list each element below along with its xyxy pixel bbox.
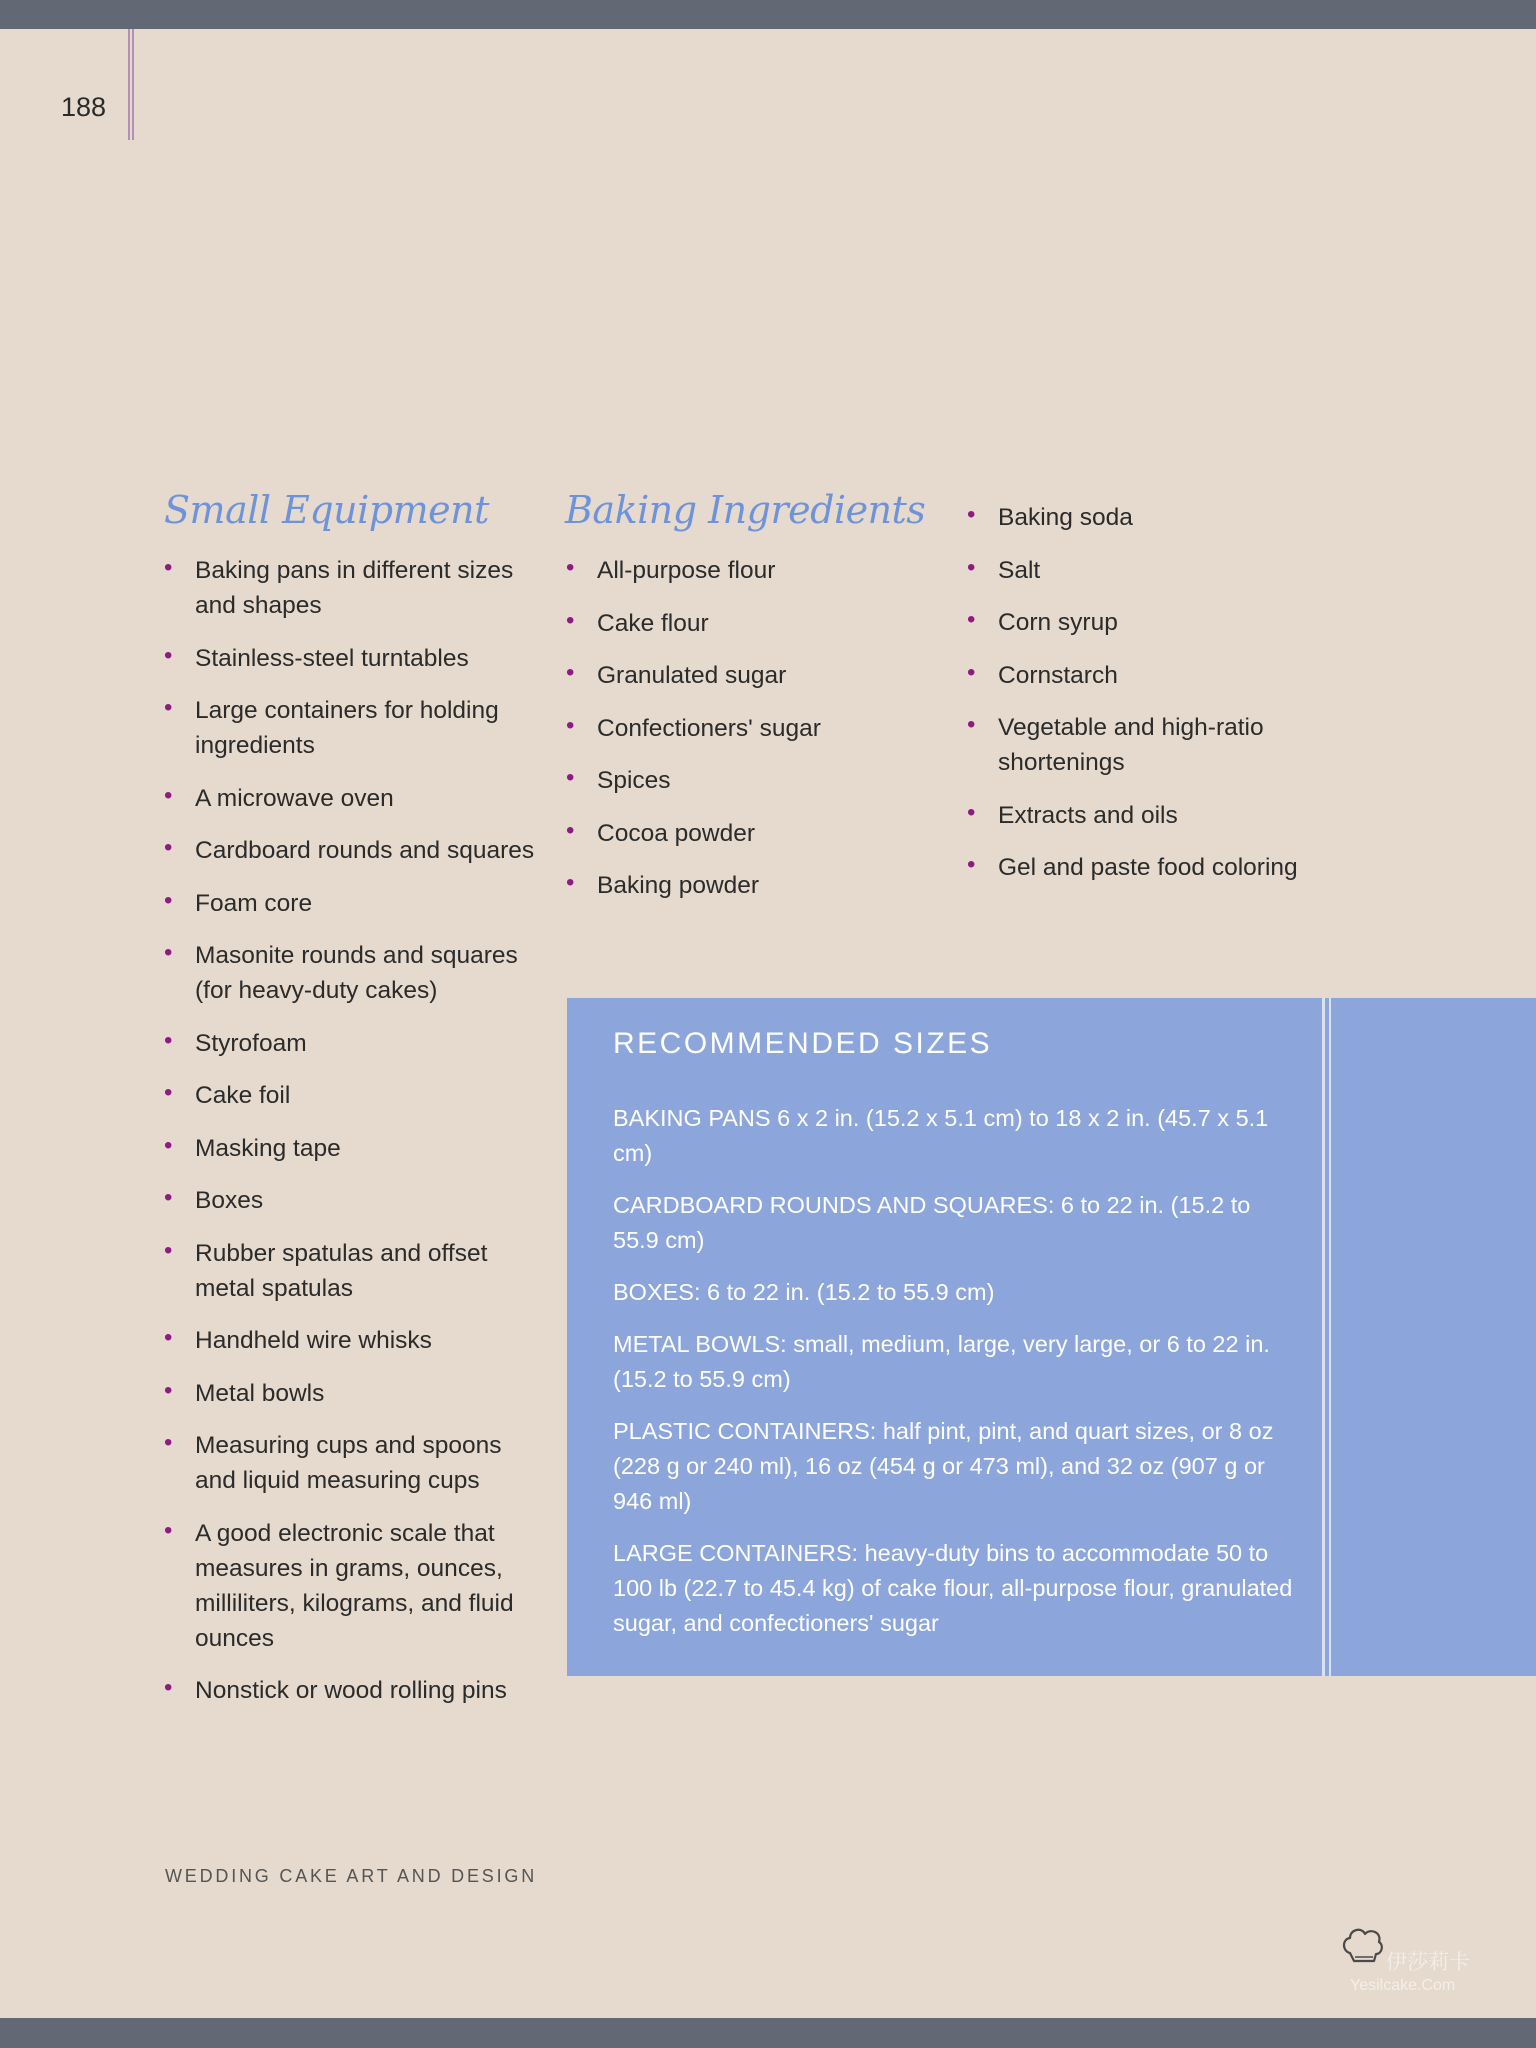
list-item-text: Masking tape bbox=[195, 1134, 341, 1162]
list-item-text: A good electronic scale that measures in grams, ounces, milliliters, kilograms, and fluid ounces bbox=[195, 1519, 514, 1652]
bullet-dot-icon: • bbox=[967, 658, 976, 686]
list-item-text: Nonstick or wood rolling pins bbox=[195, 1677, 507, 1704]
list-item-text: Baking soda bbox=[998, 504, 1133, 531]
bullet-dot-icon: • bbox=[164, 694, 173, 721]
small-equipment-list bbox=[164, 553, 544, 1726]
small-equipment-heading: Small Equipment bbox=[164, 488, 489, 532]
list-item bbox=[967, 850, 1347, 885]
list-item-text: Extracts and oils bbox=[998, 801, 1178, 829]
list-item-text: Masonite rounds and squares (for heavy-duty cakes) bbox=[195, 942, 518, 1004]
list-item bbox=[566, 606, 946, 641]
list-item-text: Baking pans in different sizes and shapes bbox=[195, 557, 514, 619]
list-item-text: Rubber spatulas and offset metal spatulas bbox=[195, 1239, 488, 1302]
list-item bbox=[566, 816, 946, 851]
list-item bbox=[164, 781, 544, 816]
list-item bbox=[164, 1078, 544, 1113]
bullet-dot-icon: • bbox=[967, 711, 976, 738]
recommended-sizes-title: RECOMMENDED SIZES bbox=[613, 1027, 993, 1060]
bullet-dot-icon: • bbox=[967, 501, 976, 528]
list-item bbox=[164, 553, 544, 623]
bullet-dot-icon: • bbox=[566, 554, 575, 581]
list-item bbox=[164, 1323, 544, 1358]
size-entry: CARDBOARD ROUNDS AND SQUARES: 6 to 22 in. (15.2 to 55.9 cm) bbox=[613, 1192, 1251, 1253]
bullet-dot-icon: • bbox=[566, 711, 575, 739]
running-footer: WEDDING CAKE ART AND DESIGN bbox=[165, 1866, 537, 1886]
list-item-text: Cardboard rounds and squares bbox=[195, 837, 535, 864]
list-item bbox=[164, 1026, 544, 1061]
list-item-text: Metal bowls bbox=[195, 1379, 325, 1407]
watermark-en: Yesilcake.Com bbox=[1350, 1977, 1456, 1994]
list-item-text: Confectioners' sugar bbox=[597, 714, 821, 742]
list-item bbox=[164, 1428, 544, 1498]
bullet-dot-icon: • bbox=[164, 834, 173, 861]
list-item bbox=[164, 938, 544, 1008]
baking-ingredients-heading: Baking Ingredients bbox=[565, 488, 926, 532]
list-item-text: All-purpose flour bbox=[597, 557, 776, 584]
bullet-dot-icon: • bbox=[164, 1516, 173, 1544]
list-item bbox=[566, 868, 946, 903]
list-item-text: Cake flour bbox=[597, 609, 709, 637]
list-item-text: Gel and paste food coloring bbox=[998, 854, 1298, 881]
list-item-text: Cornstarch bbox=[998, 661, 1118, 689]
bullet-dot-icon: • bbox=[164, 1131, 173, 1159]
list-item bbox=[164, 886, 544, 921]
list-item bbox=[967, 658, 1347, 693]
list-item bbox=[967, 798, 1347, 833]
page-number-rule bbox=[128, 29, 134, 140]
recommended-sizes-entries bbox=[613, 1101, 1293, 1658]
watermark-cn: 伊莎莉卡 bbox=[1386, 1950, 1470, 1974]
top-border bbox=[0, 0, 1536, 29]
list-item bbox=[164, 693, 544, 763]
bullet-dot-icon: • bbox=[164, 886, 173, 914]
list-item-text: Baking powder bbox=[597, 872, 760, 899]
list-item bbox=[164, 1236, 544, 1306]
bullet-dot-icon: • bbox=[164, 554, 173, 581]
list-item bbox=[164, 1673, 544, 1708]
list-item bbox=[164, 641, 544, 676]
list-item bbox=[164, 1516, 544, 1656]
bullet-dot-icon: • bbox=[164, 1429, 173, 1456]
box-right-panel bbox=[1331, 998, 1536, 1676]
bullet-dot-icon: • bbox=[164, 781, 173, 809]
size-entry: BOXES: 6 to 22 in. (15.2 to 55.9 cm) bbox=[613, 1279, 995, 1305]
bullet-dot-icon: • bbox=[164, 1184, 173, 1211]
list-item-text: Foam core bbox=[195, 889, 313, 917]
bullet-dot-icon: • bbox=[164, 1079, 173, 1106]
bullet-dot-icon: • bbox=[164, 641, 173, 669]
list-item bbox=[967, 553, 1347, 588]
list-item-text: A microwave oven bbox=[195, 784, 394, 812]
size-entry: LARGE CONTAINERS: heavy-duty bins to accommodate 50 to 100 lb (22.7 to 45.4 kg) of cake flour, all-purpose flour, granulated sugar, and confectioners' sugar bbox=[613, 1540, 1293, 1636]
size-entry: METAL BOWLS: small, medium, large, very large, or 6 to 22 in. (15.2 to 55.9 cm) bbox=[613, 1331, 1270, 1392]
bullet-dot-icon: • bbox=[566, 869, 575, 896]
bullet-dot-icon: • bbox=[164, 1026, 173, 1054]
list-item-text: Cocoa powder bbox=[597, 819, 755, 847]
chef-hat-icon bbox=[1340, 1923, 1386, 1974]
bullet-dot-icon: • bbox=[967, 798, 976, 826]
bullet-dot-icon: • bbox=[164, 1324, 173, 1351]
bullet-dot-icon: • bbox=[566, 606, 575, 634]
list-item-text: Corn syrup bbox=[998, 609, 1118, 636]
list-item-text: Granulated sugar bbox=[597, 662, 787, 689]
bullet-dot-icon: • bbox=[967, 851, 976, 878]
list-item bbox=[566, 711, 946, 746]
baking-ingredients-list bbox=[566, 553, 946, 921]
list-item bbox=[566, 763, 946, 798]
list-item bbox=[566, 553, 946, 588]
bullet-dot-icon: • bbox=[967, 553, 976, 581]
list-item-text: Handheld wire whisks bbox=[195, 1327, 432, 1354]
list-item-text: Spices bbox=[597, 767, 671, 794]
bullet-dot-icon: • bbox=[164, 1236, 173, 1264]
list-item-text: Vegetable and high-ratio shortenings bbox=[998, 714, 1264, 776]
list-item bbox=[164, 1376, 544, 1411]
page-number: 188 bbox=[61, 92, 107, 122]
list-item-text: Styrofoam bbox=[195, 1029, 307, 1057]
bullet-dot-icon: • bbox=[164, 1376, 173, 1404]
bullet-dot-icon: • bbox=[566, 816, 575, 844]
list-item-text: Stainless-steel turntables bbox=[195, 644, 469, 672]
bottom-border bbox=[0, 2018, 1536, 2048]
list-item-text: Salt bbox=[998, 556, 1041, 584]
list-item-text: Measuring cups and spoons and liquid measuring cups bbox=[195, 1432, 502, 1494]
list-item-text: Large containers for holding ingredients bbox=[195, 697, 499, 759]
list-item bbox=[164, 833, 544, 868]
bullet-dot-icon: • bbox=[164, 1674, 173, 1701]
list-item bbox=[967, 605, 1347, 640]
bullet-dot-icon: • bbox=[566, 659, 575, 686]
list-item bbox=[164, 1131, 544, 1166]
size-entry: BAKING PANS 6 x 2 in. (15.2 x 5.1 cm) to 18 x 2 in. (45.7 x 5.1 cm) bbox=[613, 1105, 1269, 1166]
bullet-dot-icon: • bbox=[566, 764, 575, 791]
baking-ingredients-list-continued bbox=[967, 500, 1347, 903]
bullet-dot-icon: • bbox=[967, 606, 976, 633]
size-entry: PLASTIC CONTAINERS: half pint, pint, and quart sizes, or 8 oz (228 g or 240 ml), 16 oz (454 g or 473 ml), and 32 oz (907 g or 946 ml) bbox=[613, 1418, 1274, 1514]
list-item bbox=[967, 710, 1347, 780]
list-item-text: Cake foil bbox=[195, 1082, 291, 1109]
bullet-dot-icon: • bbox=[164, 939, 173, 966]
list-item bbox=[967, 500, 1347, 535]
list-item-text: Boxes bbox=[195, 1187, 264, 1214]
list-item bbox=[566, 658, 946, 693]
list-item bbox=[164, 1183, 544, 1218]
